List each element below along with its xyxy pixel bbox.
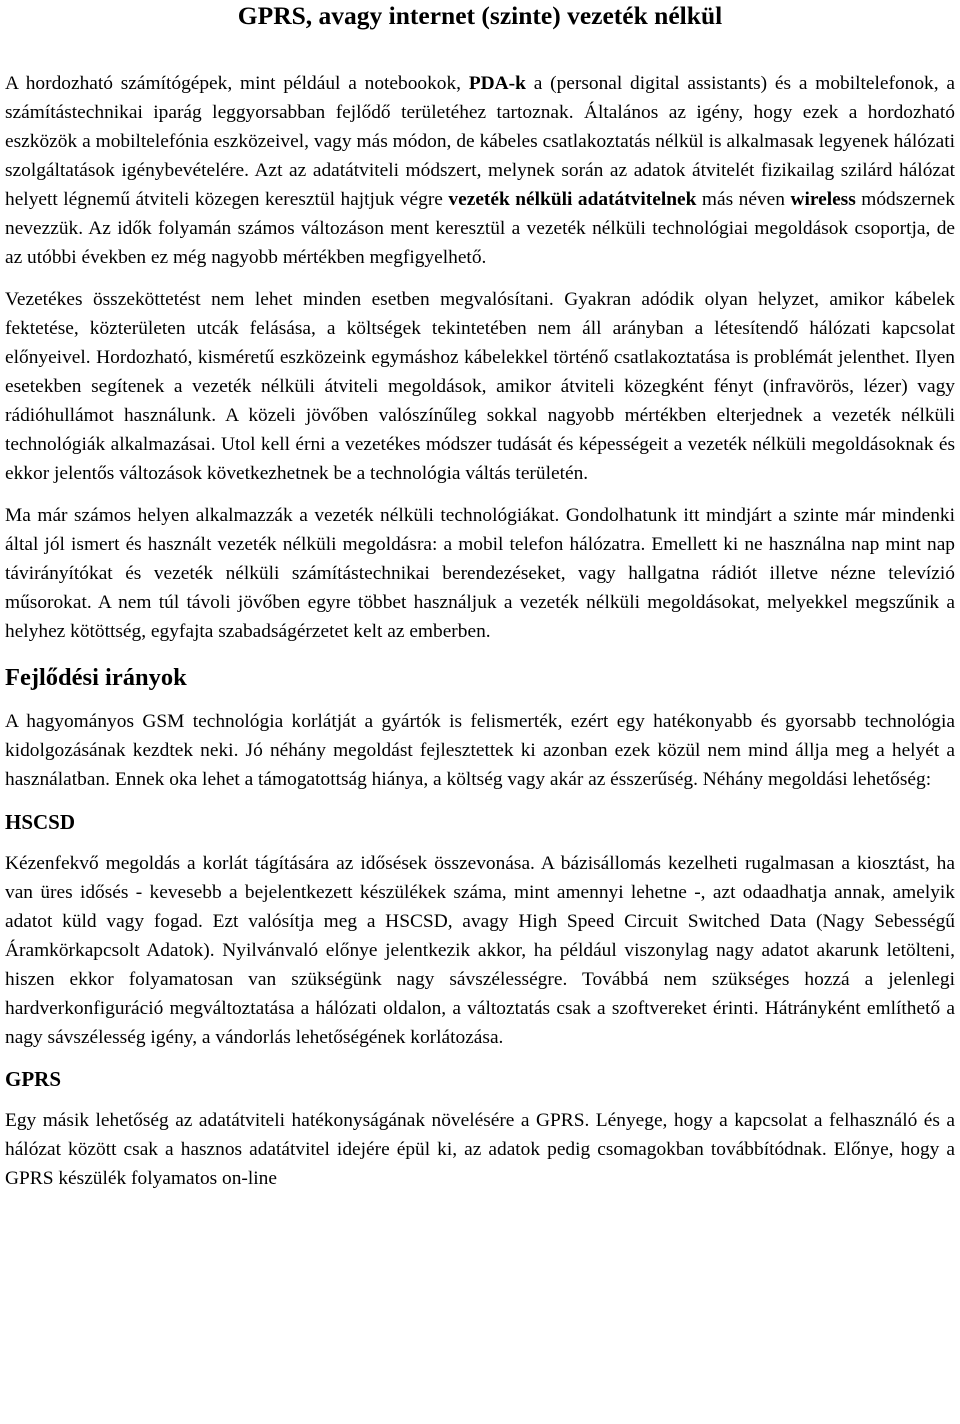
document-page: [5, 0, 955, 1193]
section-heading-development: Fejlődési irányok: [5, 664, 187, 691]
bold-term-wireless-transfer: vezeték nélküli adatátvitelnek: [448, 189, 697, 210]
subheading-hscsd: HSCSD: [5, 810, 76, 834]
bold-term-wireless: wireless: [790, 189, 856, 210]
text-run: más néven: [696, 189, 791, 210]
subheading-gprs: GPRS: [5, 1067, 62, 1091]
text-run: módszernek nevezzük. Az idők folyamán számos változáson ment keresztül a vezeték nélküli technológiai megoldások csoportja, de az utóbbi években ez még nagyobb mértékben megfigyelhető.: [5, 189, 955, 268]
paragraph-gprs: Egy másik lehetőség az adatátviteli hatékonyságának növelésére a GPRS. Lényege, hogy a kapcsolat a felhasználó és a hálózat között csak a hasznos adatátvitel idejére épül ki, az adatok pedig csomagokban továbbítódnak. Előnye, hogy a GPRS készülék folyamatos on-line: [5, 1110, 955, 1189]
document-title: GPRS, avagy internet (szinte) vezeték nélkül: [237, 1, 723, 30]
text-run: A hordozható számítógépek, mint például a notebookok,: [5, 73, 469, 94]
bold-term-pda: PDA-k: [468, 73, 526, 94]
paragraph-wired-connection: Vezetékes összeköttetést nem lehet minden esetben megvalósítani. Gyakran adódik olyan helyzet, amikor kábelek fektetése, közterületen utcák felásása, a költségek tekintetében nem áll arányban a létesítendő hálózati kapcsolat előnyeivel. Hordozható, kisméretű eszközeink egymáshoz kábelekkel történő csatlakoztatása is problémát jelenthet. Ilyen esetekben segítenek a vezeték nélküli átviteli megoldások, amikor átviteli közegként fényt (infravörös, lézer) vagy rádióhullámot használunk. A közeli jövőben valószínűleg sokkal nagyobb mértékben elterjednek a vezeték nélküli technológiák alkalmazásai. Utol kell érni a vezetékes módszer tudását és képességeit a vezeték nélküli megoldásoknak és ekkor jelentős változások következhetnek be a technológia váltás területén.: [5, 289, 955, 484]
text-run: a (personal digital assistants) és a mobiltelefonok, a számítástechnikai iparág leggyorsabban fejlődő területéhez tartoznak. Általános az igény, hogy ezek a hordozható eszközök a mobiltelefónia eszközeivel, vagy más módon, de kábeles csatlakoztatás nélkül is alkalmasak legyenek hálózati szolgáltatások igénybevételére. Azt az adatátviteli módszert, melynek során az adatok átvitelét fizikailag szilárd hálózat helyett légnemű átviteli közegen keresztül hajtjuk végre: [5, 73, 955, 210]
paragraph-hscsd: Kézenfekvő megoldás a korlát tágítására az idősések összevonása. A bázisállomás kezelheti rugalmasan a kiosztást, ha van üres idősés - kevesebb a bejelentkezett készülékek száma, mint amennyi lehetne -, azt odaadhatja annak, amelyik adatot küld vagy fogad. Ezt valósítja meg a HSCSD, avagy High Speed Circuit Switched Data (Nagy Sebességű Áramkörkapcsolt Adatok). Nyilvánvaló előnye jelentkezik akkor, ha például viszonylag nagy adatot akarunk letölteni, hiszen ekkor folyamatosan van szükségünk nagy sávszélességre. Továbbá nem szükséges hozzá a jelenlegi hardverkonfiguráció megváltoztatása a hálózati oldalon, a változtatás csak a szoftvereket érinti. Hátrányként említhető a nagy sávszélesség igény, a vándorlás lehetőségének korlátozása.: [5, 853, 955, 1048]
paragraph-wireless-usage: Ma már számos helyen alkalmazzák a vezeték nélküli technológiákat. Gondolhatunk itt mindjárt a szinte már mindenki által jól ismert és használt vezeték nélküli megoldásra: a mobil telefon hálózatra. Emellett ki ne használna nap mint nap távirányítókat és vezeték nélküli számítástechnikai berendezéseket, vagy hallgatna rádiót illetve nézne televízió műsorokat. A nem túl távoli jövőben egyre többet használjuk a vezeték nélküli megoldásokat, melyekkel megszűnik a helyhez kötöttség, egyfajta szabadságérzetet kelt az emberben.: [5, 505, 955, 642]
paragraph-gsm: A hagyományos GSM technológia korlátját a gyártók is felismerték, ezért egy hatékonyabb és gyorsabb technológia kidolgozásának kezdtek neki. Jó néhány megoldást fejlesztettek ki azonban ezek közül nem mind állja meg a helyét a használatban. Ennek oka lehet a támogatottság hiánya, a költség vagy akár az ésszerűség. Néhány megoldási lehetőség:: [5, 711, 955, 790]
intro-paragraph: [5, 69, 955, 272]
